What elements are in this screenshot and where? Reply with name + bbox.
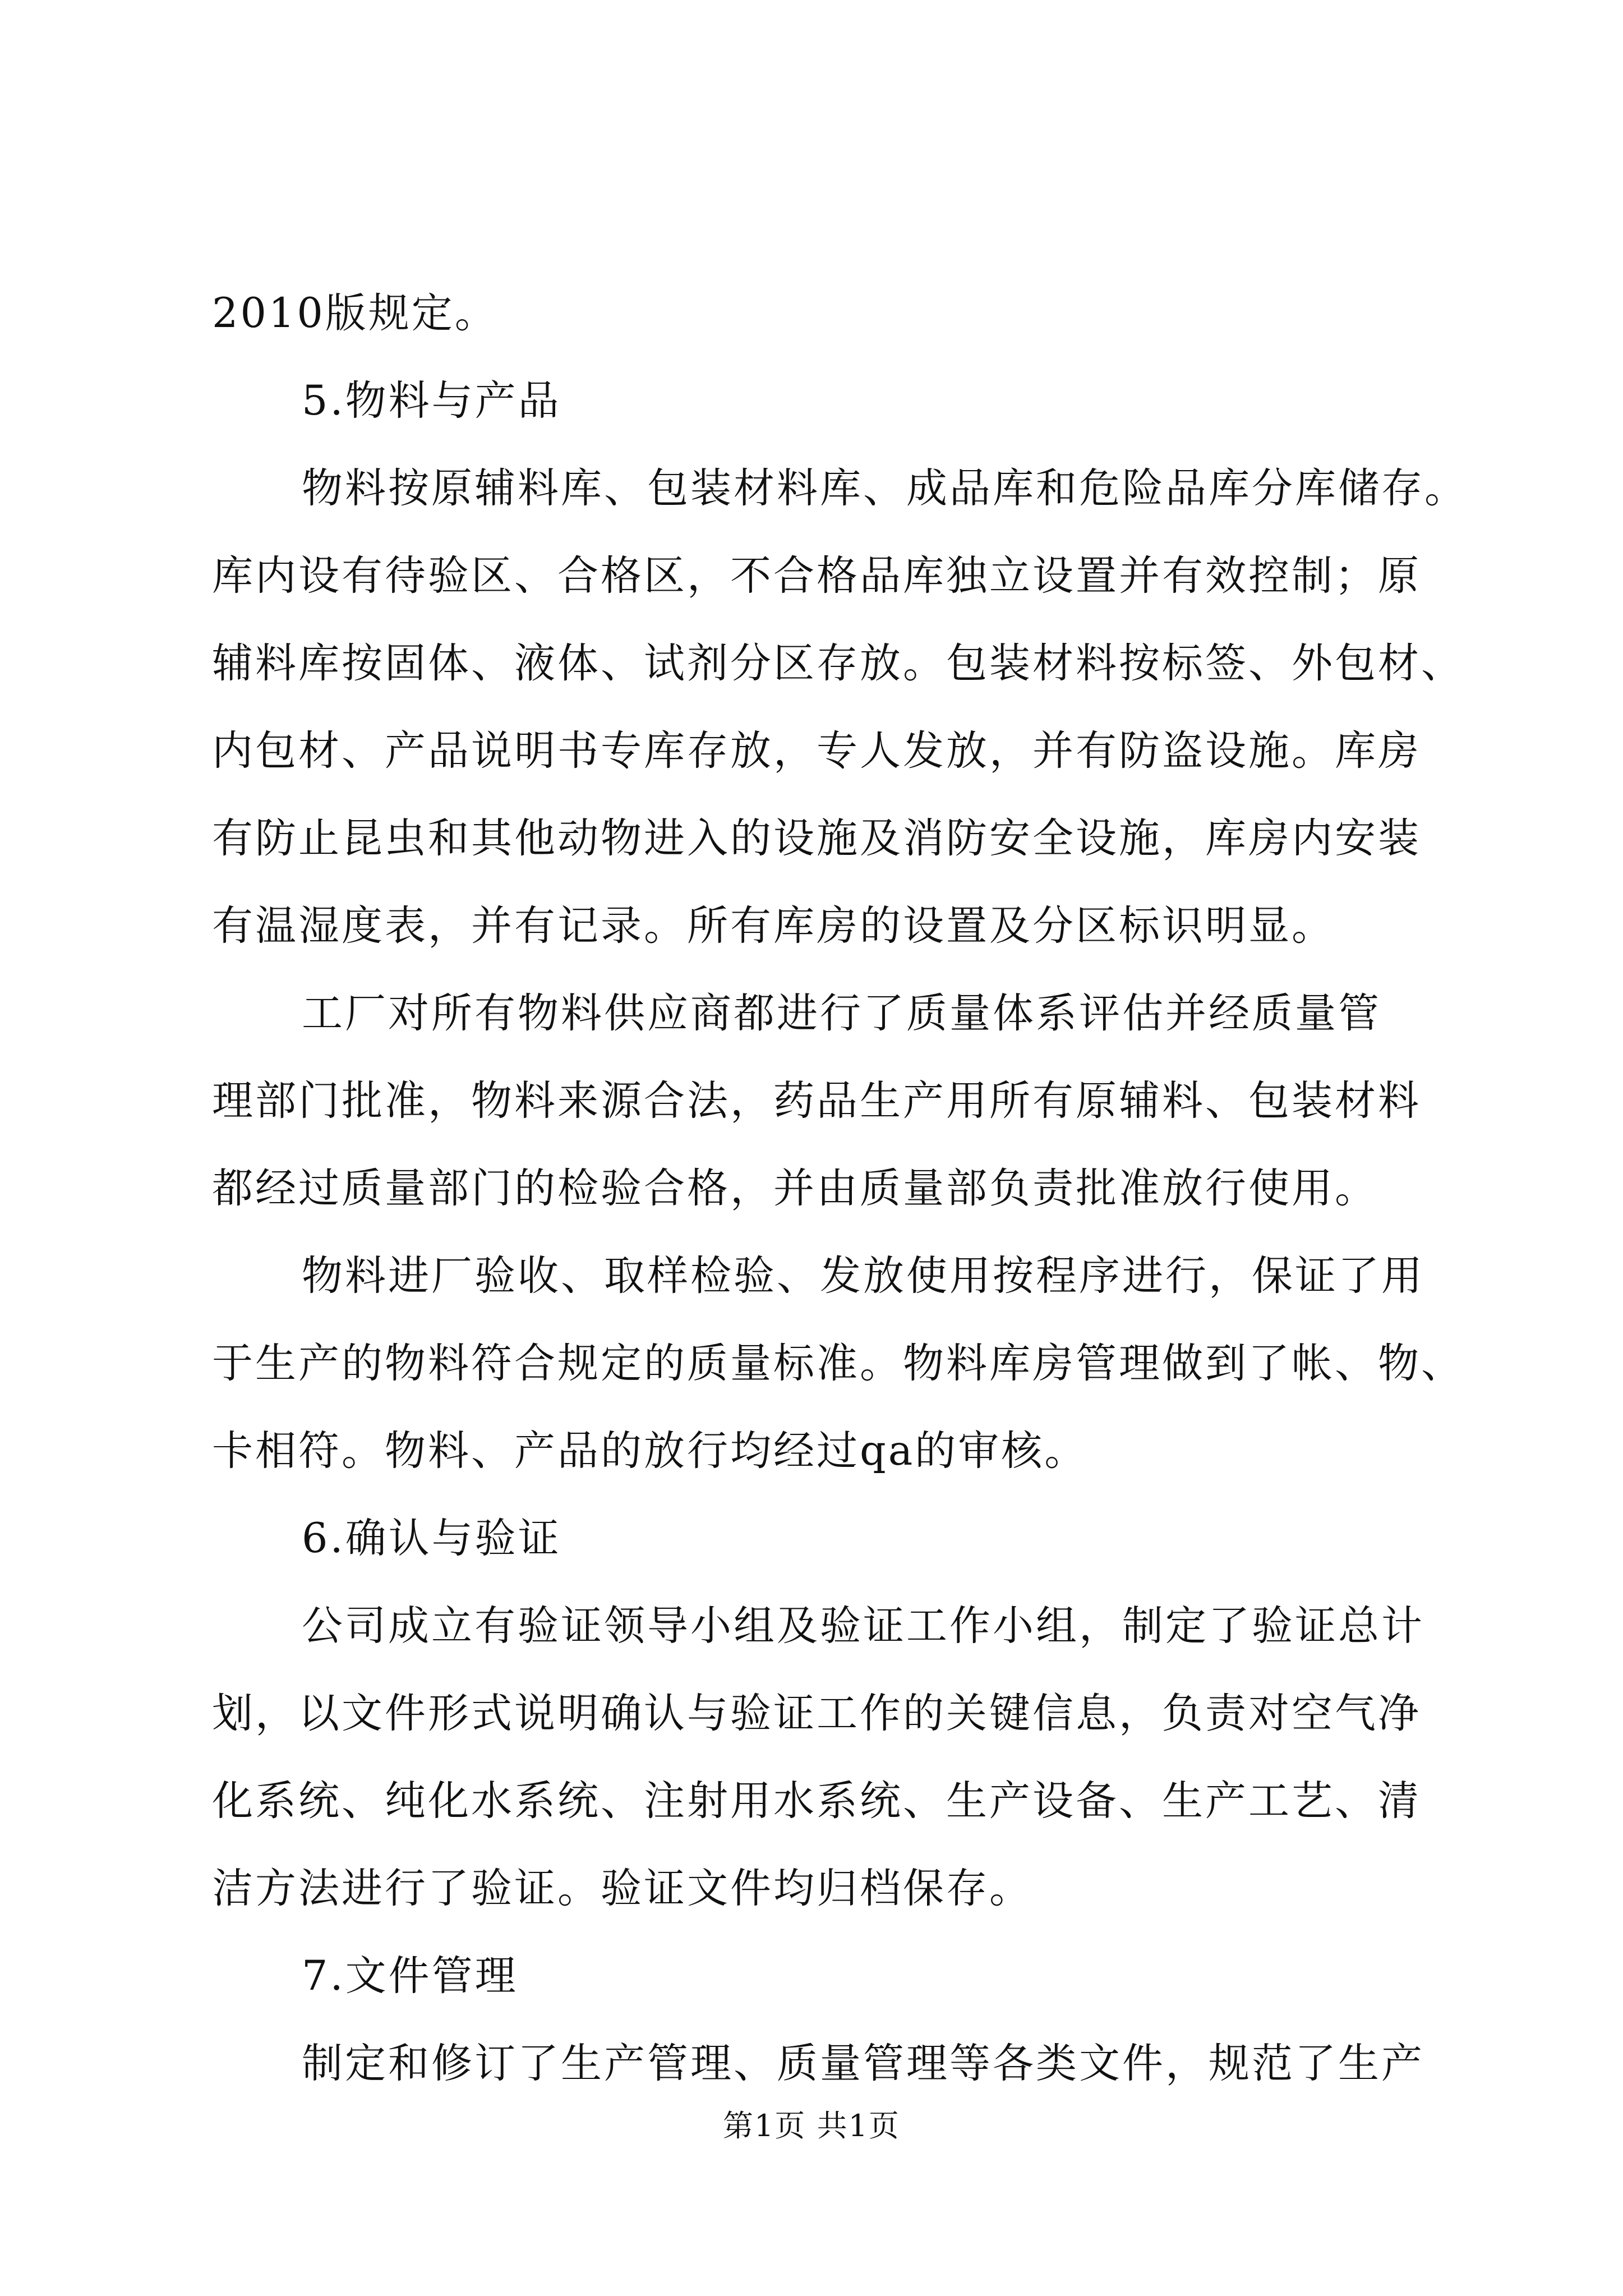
text-line: 公司成立有验证领导小组及验证工作小组，制定了验证总计 bbox=[302, 1602, 1424, 1650]
text-line: 内包材、产品说明书专库存放，专人发放，并有防盗设施。库房 bbox=[212, 727, 1421, 775]
section-heading: 6.确认与验证 bbox=[302, 1515, 561, 1562]
text-line: 划，以文件形式说明确认与验证工作的关键信息，负责对空气净 bbox=[212, 1690, 1421, 1737]
text-line: 化系统、纯化水系统、注射用水系统、生产设备、生产工艺、清 bbox=[212, 1777, 1421, 1825]
page-number-footer: 第1页 共1页 bbox=[723, 2108, 900, 2143]
text-line: 理部门批准，物料来源合法，药品生产用所有原辅料、包装材料 bbox=[212, 1077, 1421, 1125]
text-line: 制定和修订了生产管理、质量管理等各类文件，规范了生产 bbox=[302, 2040, 1424, 2087]
text-line: 辅料库按固体、液体、试剂分区存放。包装材料按标签、外包材、 bbox=[212, 639, 1464, 687]
text-line: 卡相符。物料、产品的放行均经过qa的审核。 bbox=[212, 1427, 1088, 1475]
text-line: 于生产的物料符合规定的质量标准。物料库房管理做到了帐、物、 bbox=[212, 1340, 1464, 1387]
text-line: 物料进厂验收、取样检验、发放使用按程序进行，保证了用 bbox=[302, 1252, 1424, 1300]
text-line: 工厂对所有物料供应商都进行了质量体系评估并经质量管 bbox=[302, 990, 1381, 1037]
text-line: 库内设有待验区、合格区，不合格品库独立设置并有效控制；原 bbox=[212, 552, 1421, 600]
text-line: 都经过质量部门的检验合格，并由质量部负责批准放行使用。 bbox=[212, 1165, 1378, 1212]
section-heading: 7.文件管理 bbox=[302, 1952, 518, 2000]
section-heading: 5.物料与产品 bbox=[302, 377, 561, 425]
text-line: 洁方法进行了验证。验证文件均归档保存。 bbox=[212, 1865, 1032, 1912]
text-line: 2010版规定。 bbox=[212, 289, 498, 337]
document-body bbox=[212, 289, 1468, 2129]
text-line: 物料按原辅料库、包装材料库、成品库和危险品库分库储存。 bbox=[302, 464, 1468, 512]
text-line: 有温湿度表，并有记录。所有库房的设置及分区标识明显。 bbox=[212, 902, 1335, 950]
text-line: 有防止昆虫和其他动物进入的设施及消防安全设施，库房内安装 bbox=[212, 815, 1421, 862]
